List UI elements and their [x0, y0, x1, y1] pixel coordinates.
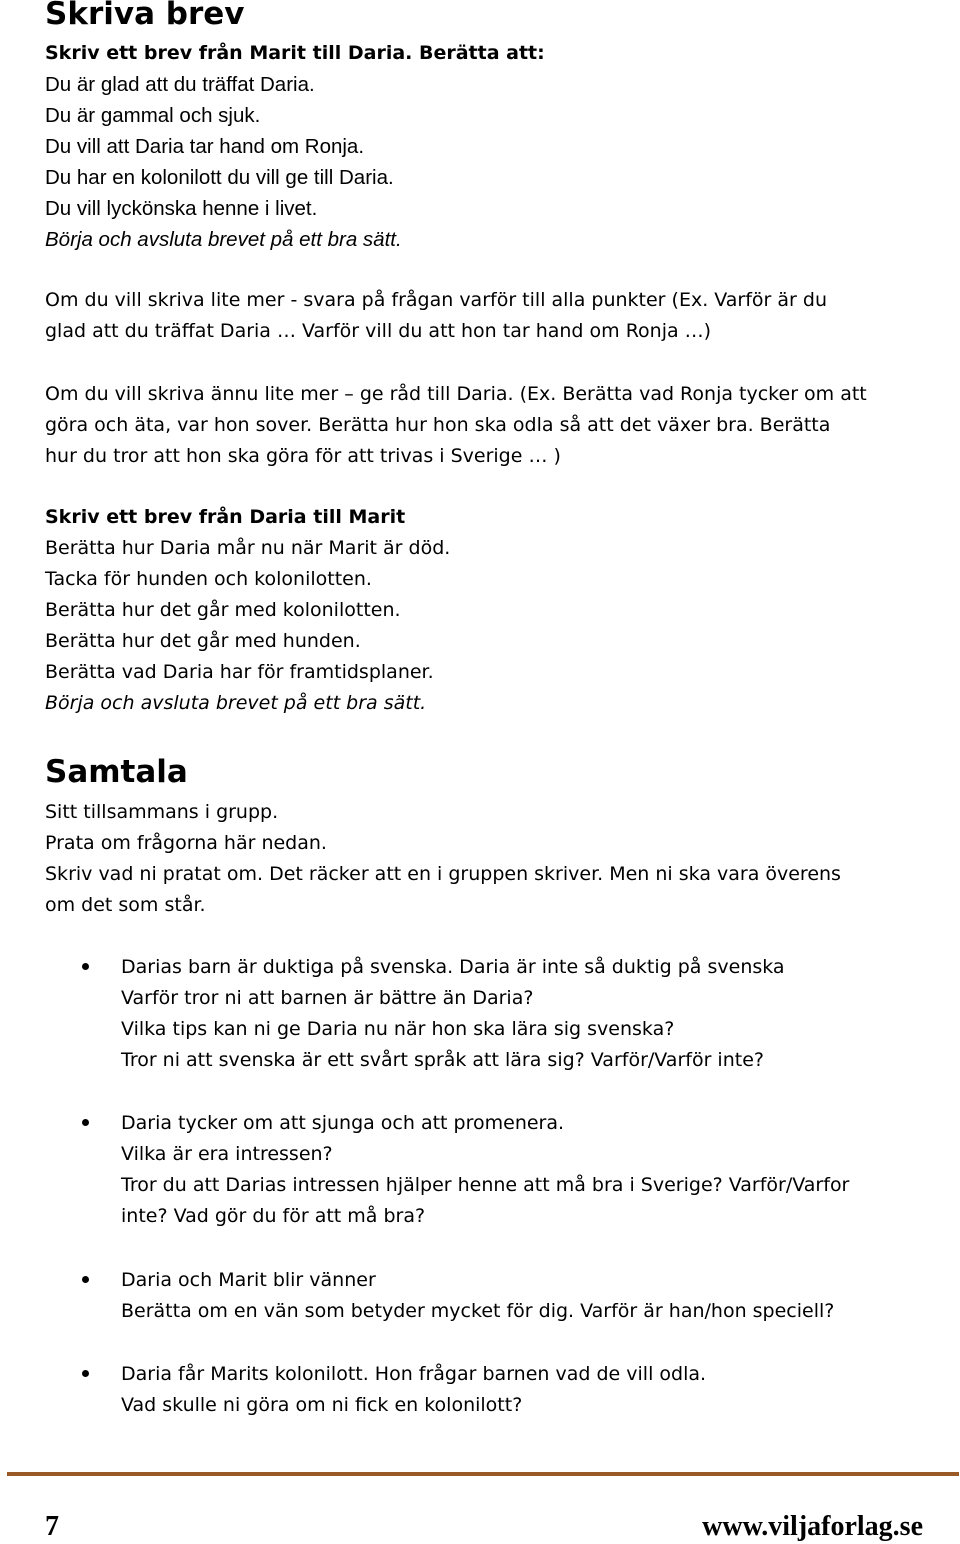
letter-task-2 — [45, 502, 935, 719]
bullet-line: Tror du att Darias intressen hjälper henne att må bra i Sverige? Varför/Varfor — [121, 1174, 850, 1196]
task-point: Du har en kolonilott du vill ge till Daria. — [45, 166, 394, 189]
bullet-icon — [82, 1119, 89, 1126]
task-closing: Börja och avsluta brevet på ett bra sätt. — [45, 228, 402, 251]
paragraph-line: glad att du träffat Daria … Varför vill du att hon tar hand om Ronja …) — [45, 320, 712, 342]
paragraph-line: hur du tror att hon ska göra för att trivas i Sverige … ) — [45, 445, 561, 467]
bullet-line: Vilka tips kan ni ge Daria nu när hon ska lära sig svenska? — [121, 1018, 675, 1040]
bullet-line: Vilka är era intressen? — [121, 1143, 333, 1165]
bullet-line: Daria tycker om att sjunga och att promenera. — [121, 1112, 565, 1134]
task-point: Du är gammal och sjuk. — [45, 104, 261, 127]
footer-divider — [7, 1472, 959, 1476]
letter-task-1 — [45, 38, 935, 255]
bullet-line: Tror ni att svenska är ett svårt språk att lära sig? Varför/Varför inte? — [121, 1049, 764, 1071]
bullet-icon — [82, 963, 89, 970]
task-point: Du vill lyckönska henne i livet. — [45, 197, 318, 220]
extra-paragraph-2 — [45, 379, 935, 472]
paragraph-line: Om du vill skriva ännu lite mer – ge råd till Daria. (Ex. Berätta vad Ronja tycker om att — [45, 383, 867, 405]
bullet-icon — [82, 1370, 89, 1377]
task-point: Du vill att Daria tar hand om Ronja. — [45, 135, 365, 158]
task-point: Berätta vad Daria har för framtidsplaner. — [45, 661, 434, 683]
paragraph-line: Om du vill skriva lite mer - svara på frågan varför till alla punkter (Ex. Varför är du — [45, 289, 828, 311]
intro-line: Skriv vad ni pratat om. Det räcker att en i gruppen skriver. Men ni ska vara överens — [45, 863, 841, 885]
intro-line: Prata om frågorna här nedan. — [45, 832, 327, 854]
task-point: Berätta hur det går med hunden. — [45, 630, 361, 652]
bullet-line: Daria får Marits kolonilott. Hon frågar barnen vad de vill odla. — [121, 1363, 707, 1385]
task-point: Berätta hur Daria mår nu när Marit är död. — [45, 537, 451, 559]
section-title-skriva-brev: Skriva brev — [45, 0, 245, 32]
intro-line: Sitt tillsammans i grupp. — [45, 801, 279, 823]
intro-line: om det som står. — [45, 894, 206, 916]
page-number: 7 — [45, 1511, 59, 1542]
website-link[interactable]: www.viljaforlag.se — [702, 1511, 923, 1542]
bullet-line: inte? Vad gör du för att må bra? — [121, 1205, 426, 1227]
paragraph-line: göra och äta, var hon sover. Berätta hur hon ska odla så att det växer bra. Berätta — [45, 414, 831, 436]
bullet-line: Daria och Marit blir vänner — [121, 1269, 376, 1291]
task-closing: Börja och avsluta brevet på ett bra sätt. — [45, 692, 427, 714]
task-instruction: Skriv ett brev från Daria till Marit — [45, 506, 406, 528]
task-point: Tacka för hunden och kolonilotten. — [45, 568, 372, 590]
bullet-line: Darias barn är duktiga på svenska. Daria är inte så duktig på svenska — [121, 956, 785, 978]
discussion-intro — [45, 797, 935, 921]
bullet-line: Berätta om en vän som betyder mycket för dig. Varför är han/hon speciell? — [121, 1300, 835, 1322]
bullet-line: Vad skulle ni göra om ni fick en kolonilott? — [121, 1394, 523, 1416]
task-instruction: Skriv ett brev från Marit till Daria. Berätta att: — [45, 42, 545, 64]
task-point: Du är glad att du träffat Daria. — [45, 73, 315, 96]
bullet-line: Varför tror ni att barnen är bättre än Daria? — [121, 987, 534, 1009]
task-point: Berätta hur det går med kolonilotten. — [45, 599, 401, 621]
bullet-icon — [82, 1276, 89, 1283]
extra-paragraph-1 — [45, 285, 935, 347]
section-title-samtala: Samtala — [45, 754, 188, 790]
